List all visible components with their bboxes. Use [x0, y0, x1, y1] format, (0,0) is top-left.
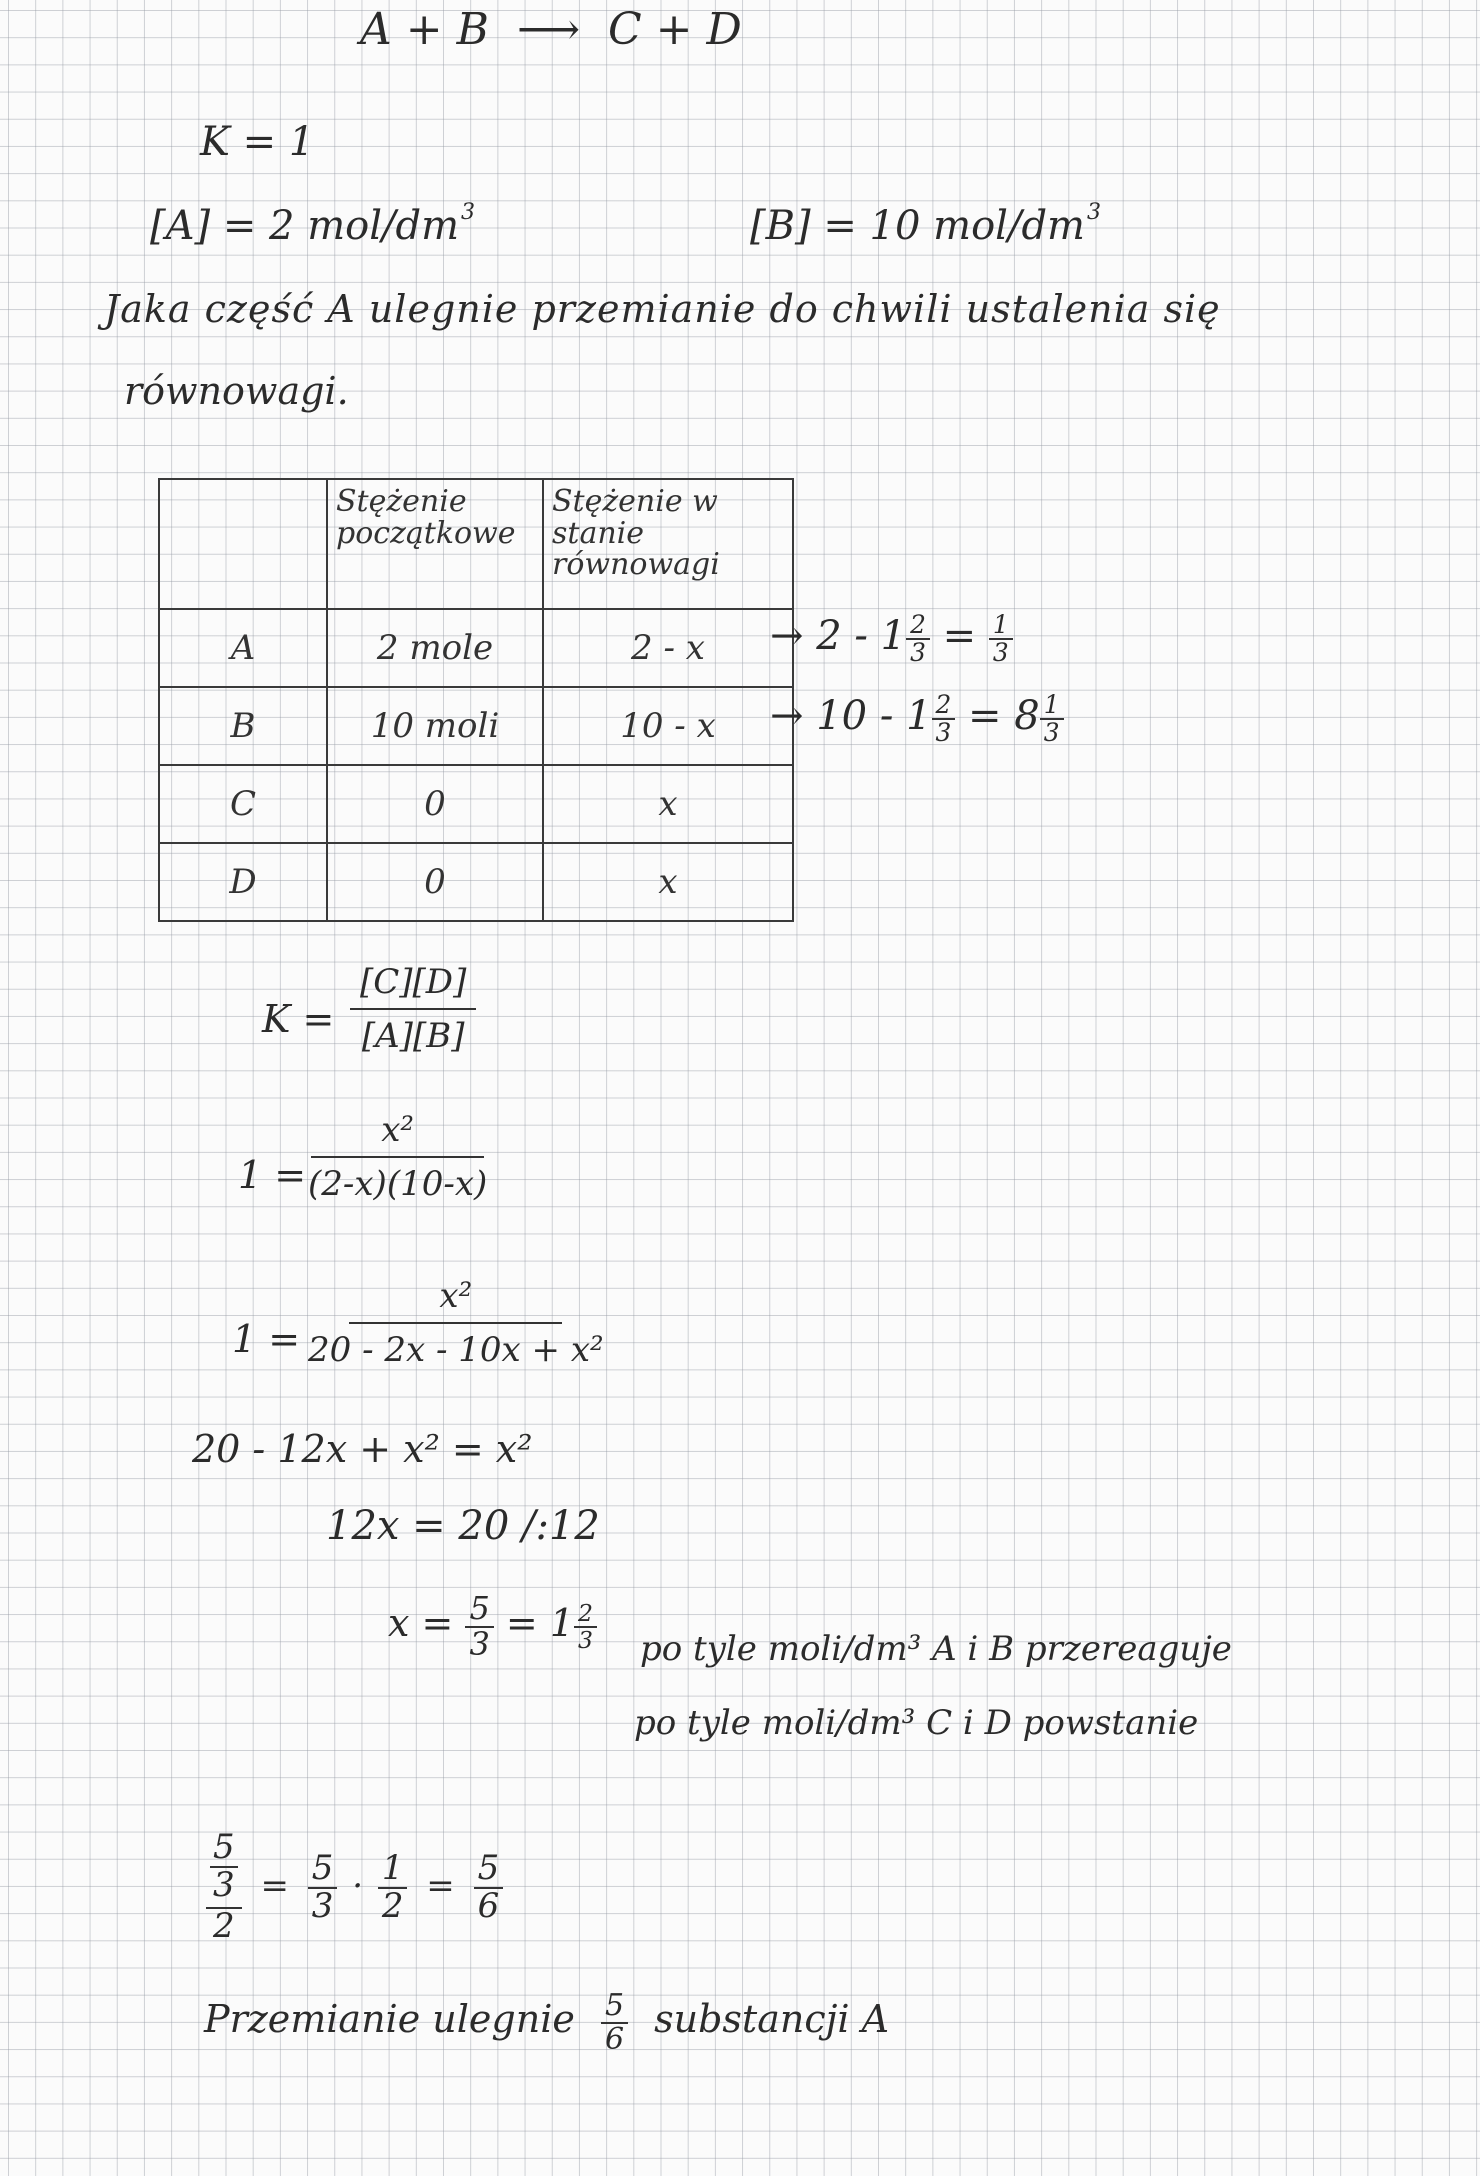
k-fraction: [350, 962, 476, 1056]
side-calc-a-eq: =: [942, 613, 977, 660]
given-k: K = 1: [200, 119, 315, 165]
step4: 12x = 20 /:12: [326, 1503, 600, 1549]
table-cell-equilibrium: x: [543, 765, 793, 843]
answer-frac-num: 5: [601, 1990, 628, 2024]
x-num: 5: [465, 1592, 493, 1628]
answer-prefix: Przemianie ulegnie: [204, 1997, 575, 2041]
multiplier2: [378, 1847, 408, 1926]
answer-line: [204, 1990, 889, 2055]
table-row: [159, 687, 793, 765]
fraction-eq1: =: [260, 1865, 289, 1906]
step2-numerator: x²: [349, 1276, 562, 1324]
compound-fraction: [206, 1827, 242, 1947]
table-header-initial: Stężenie początkowe: [327, 479, 543, 609]
side-calc-a-frac-den: 3: [910, 638, 926, 668]
table-cell-initial: 0: [327, 765, 543, 843]
step1-numerator: x²: [311, 1110, 484, 1158]
step2-denominator: 20 - 2x - 10x + x²: [308, 1330, 604, 1370]
given-conc-b-text: [B] = 10 mol/dm: [750, 202, 1085, 249]
x-mixed-frac: [574, 1598, 597, 1654]
table-header-row: [159, 479, 793, 609]
reaction-rhs: C + D: [608, 4, 742, 55]
table-cell-equilibrium: 10 - x: [543, 687, 793, 765]
side-calc-b-frac-num: 2: [932, 692, 956, 720]
given-conc-a-exp: 3: [461, 200, 476, 225]
multiplier1: [308, 1847, 338, 1926]
side-calc-b-prefix: → 10 - 1: [770, 693, 932, 740]
x-result: [388, 1589, 597, 1663]
step1-denominator: (2-x)(10-x): [308, 1164, 488, 1204]
x-frac: [465, 1589, 493, 1663]
m1-num: 5: [308, 1851, 338, 1889]
given-conc-b-exp: 3: [1086, 200, 1101, 225]
table-cell-substance: A: [159, 609, 327, 687]
question-line2: równowagi.: [124, 369, 349, 413]
compound-num-den: 3: [213, 1864, 235, 1905]
m2-den: 2: [381, 1885, 404, 1926]
reaction-arrow: ⟶: [516, 4, 581, 55]
table-cell-initial: 2 mole: [327, 609, 543, 687]
side-calc-a-res-den: 3: [992, 638, 1009, 668]
side-calc-a-frac: [906, 612, 930, 666]
table-cell-substance: C: [159, 765, 327, 843]
x-eq: = 1: [505, 1601, 575, 1646]
k-lhs: K =: [262, 997, 335, 1041]
step1-lhs: 1 =: [238, 1153, 307, 1197]
table-cell-initial: 0: [327, 843, 543, 921]
side-calc-a-result: [989, 612, 1013, 666]
x-note1: po tyle moli/dm³ A i B przereaguje: [640, 1629, 1232, 1669]
k-numerator: [C][D]: [350, 962, 476, 1010]
table-row: [159, 609, 793, 687]
compound-denominator: 2: [213, 1906, 235, 1947]
table-cell-initial: 10 moli: [327, 687, 543, 765]
side-calc-b-result: [1040, 692, 1064, 746]
given-conc-a-text: [A] = 2 mol/dm: [150, 202, 460, 249]
table-row: [159, 843, 793, 921]
side-calc-a: [770, 612, 1013, 666]
side-calc-a-prefix: → 2 - 1: [770, 613, 907, 660]
table-header-equilibrium: Stężenie w stanie równowagi: [543, 479, 793, 609]
step3: 20 - 12x + x² = x²: [192, 1427, 533, 1471]
fraction-calc: [206, 1827, 503, 1947]
side-calc-b: [770, 692, 1064, 746]
question-line1: Jaka część A ulegnie przemianie do chwili ustalenia się: [104, 287, 1221, 331]
compound-numerator: [206, 1827, 242, 1909]
res-num: 5: [474, 1851, 504, 1889]
side-calc-b-res-num: 1: [1040, 692, 1064, 720]
x-den: 3: [469, 1624, 490, 1663]
side-calc-b-frac-den: 3: [935, 718, 952, 748]
x-mixed-num: 2: [574, 1601, 597, 1628]
table-cell-equilibrium: 2 - x: [543, 609, 793, 687]
reaction-equation: [360, 4, 742, 55]
x-lhs: x =: [388, 1601, 454, 1646]
step1-fraction: [308, 1110, 487, 1204]
side-calc-a-frac-num: 2: [906, 612, 930, 640]
step2-fraction: [308, 1276, 604, 1370]
step2-lhs: 1 =: [232, 1317, 301, 1361]
table-cell-substance: D: [159, 843, 327, 921]
answer-fraction: [601, 1990, 628, 2055]
x-mixed-den: 3: [578, 1625, 593, 1654]
given-conc-b: [750, 200, 1101, 249]
m2-num: 1: [378, 1851, 408, 1889]
m1-den: 3: [311, 1885, 334, 1926]
compound-num-num: 5: [210, 1830, 238, 1868]
side-calc-a-res-num: 1: [989, 612, 1013, 640]
concentration-table: [158, 478, 794, 922]
fraction-dot: ·: [352, 1865, 364, 1906]
table-cell-equilibrium: x: [543, 843, 793, 921]
fraction-eq2: =: [426, 1865, 455, 1906]
side-calc-b-frac: [932, 692, 956, 746]
side-calc-b-res-den: 3: [1043, 718, 1060, 748]
answer-frac-den: 6: [604, 2021, 625, 2057]
reaction-lhs: A + B: [360, 4, 489, 55]
answer-suffix: substancji A: [654, 1997, 890, 2041]
table-cell-substance: B: [159, 687, 327, 765]
table-header-empty: [159, 479, 327, 609]
given-conc-a: [150, 200, 476, 249]
side-calc-b-eq: = 8: [968, 693, 1040, 740]
fraction-result: [474, 1847, 504, 1926]
k-denominator: [A][B]: [361, 1016, 465, 1056]
x-note2: po tyle moli/dm³ C i D powstanie: [634, 1703, 1199, 1743]
res-den: 6: [477, 1885, 500, 1926]
table-row: [159, 765, 793, 843]
